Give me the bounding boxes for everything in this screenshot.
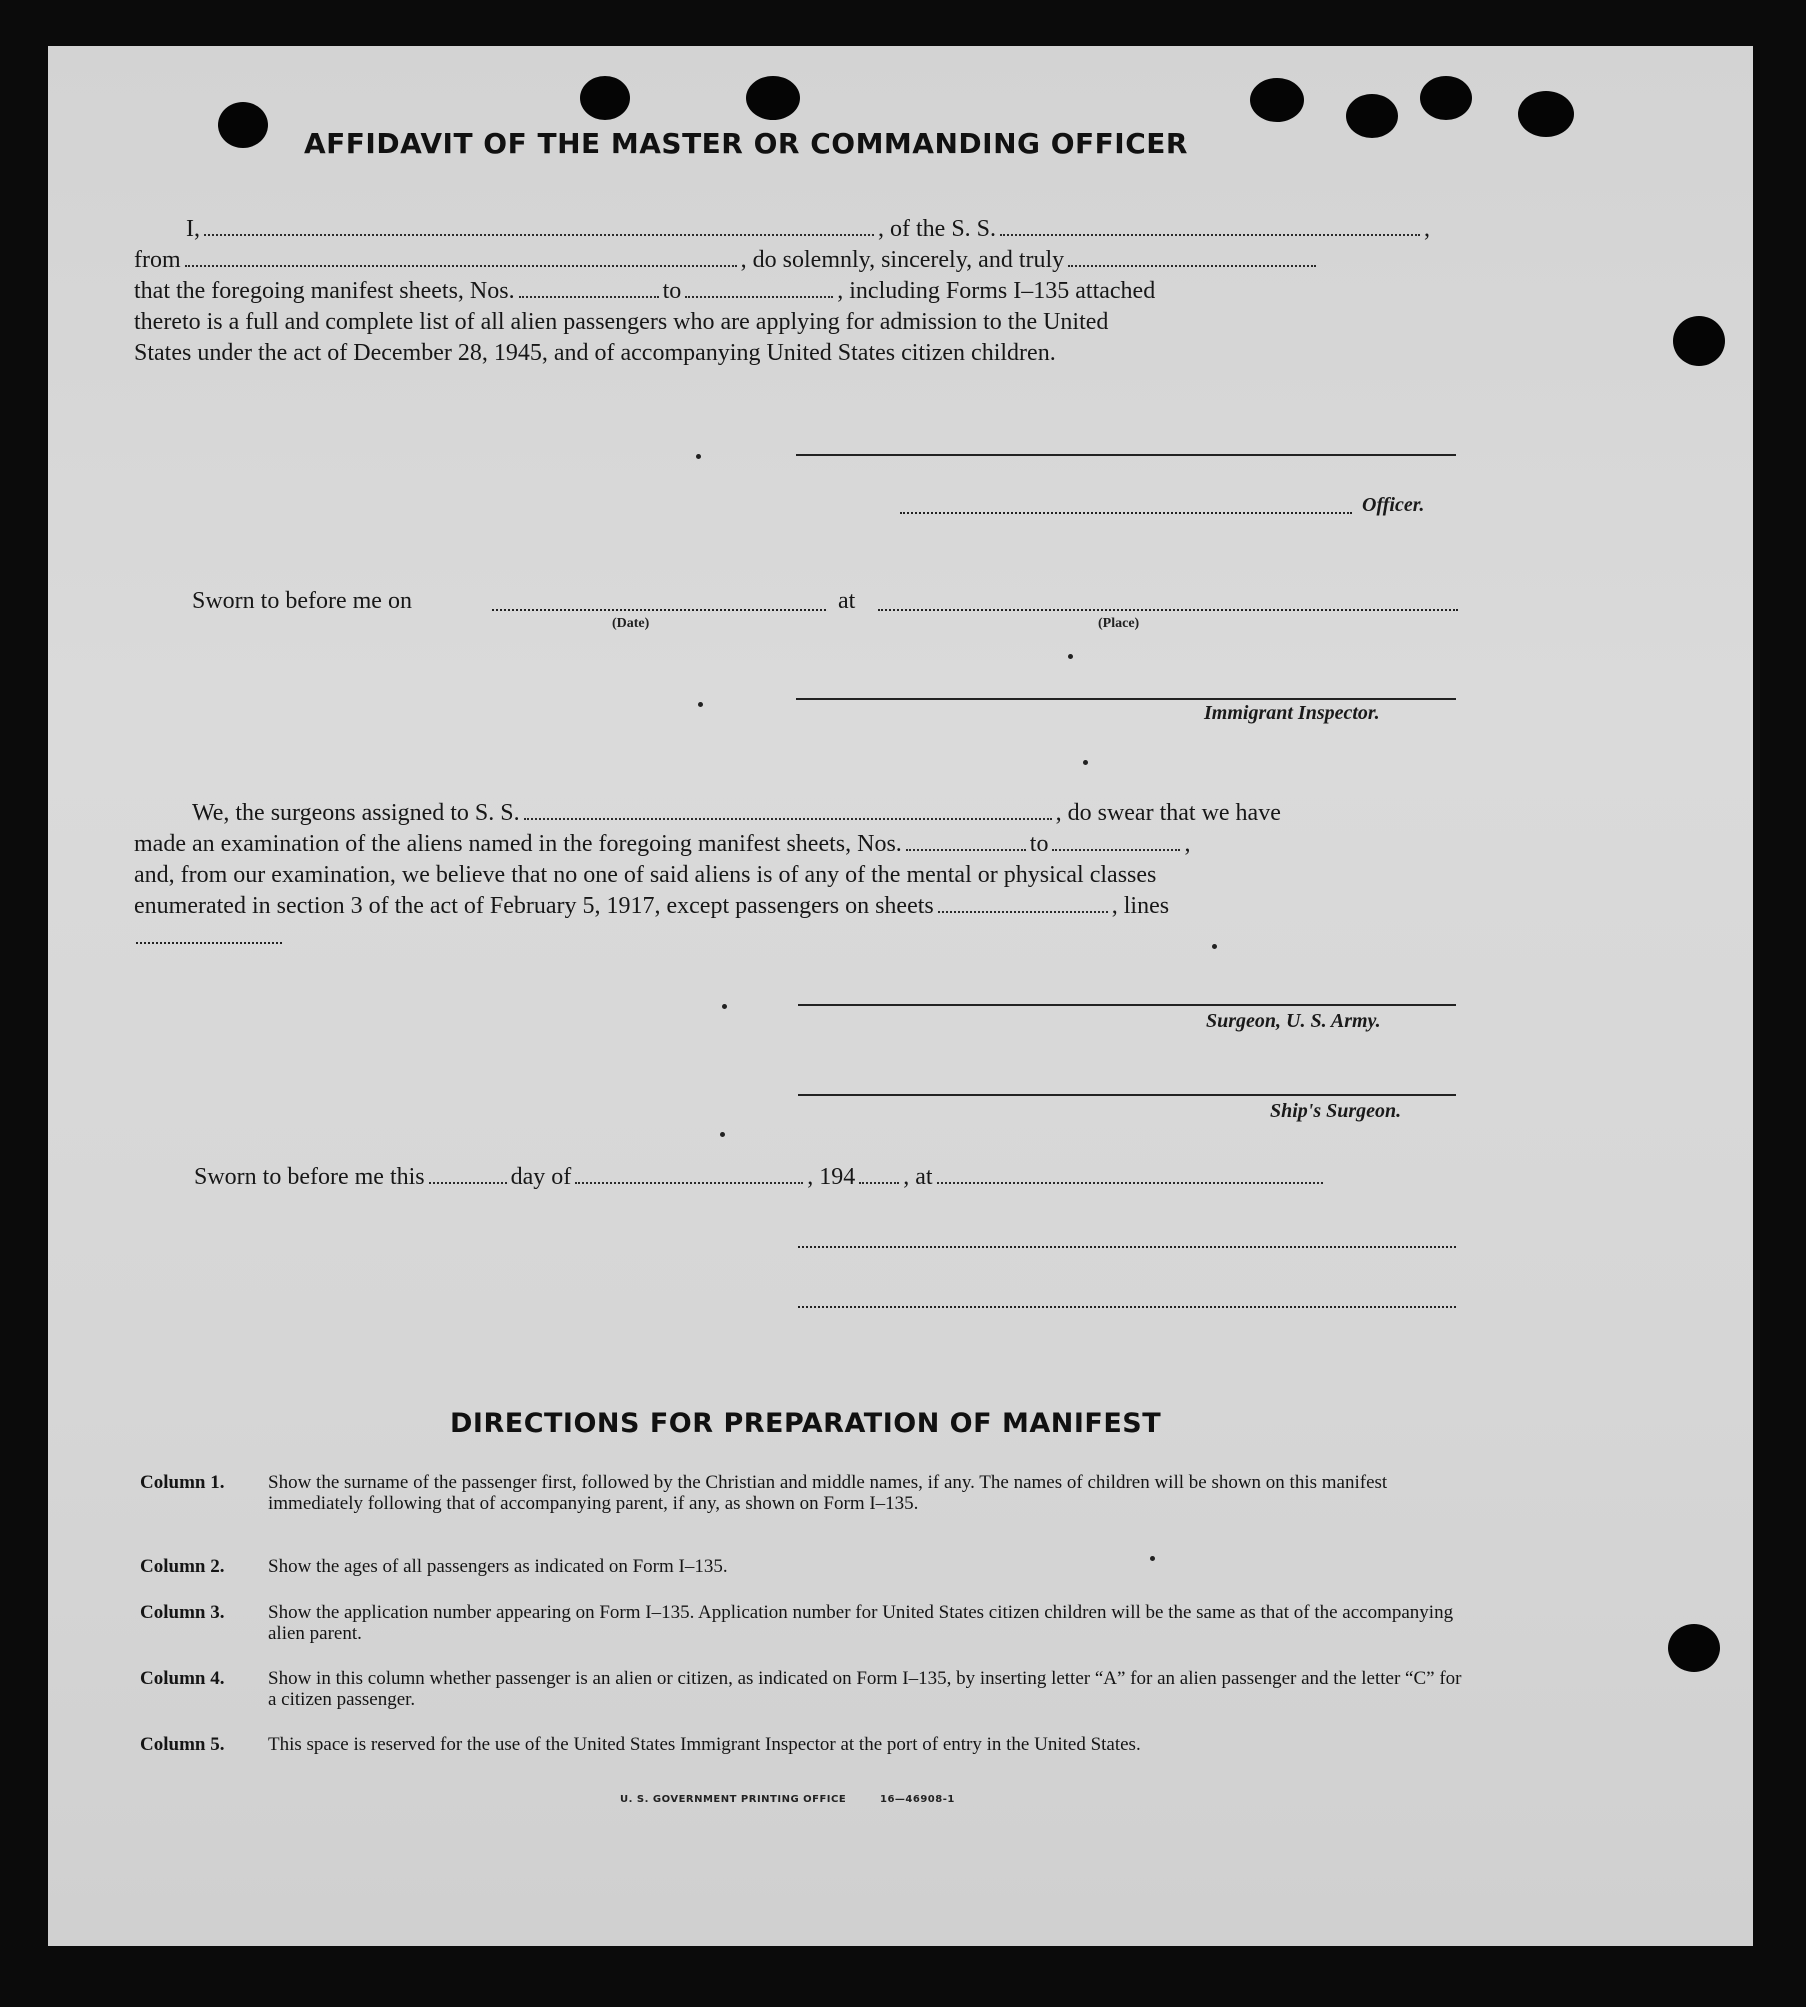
except-lines-field[interactable] — [136, 942, 282, 944]
ship-surgeon-label: Ship's Surgeon. — [1270, 1100, 1402, 1122]
direction-column-label: Column 5. — [140, 1734, 225, 1755]
from-text: from — [134, 247, 181, 273]
direction-text: Show in this column whether passenger is an alien or citizen, as indicated on Form I–135, by inserting letter “A” for an alien passenger and the letter “C” for a citizen passenger. — [268, 1668, 1462, 1710]
punch-hole-decoration — [218, 102, 268, 148]
speck-decoration — [720, 1132, 725, 1137]
affidavit-line-5: States under the act of December 28, 1945, and of accompanying United States citizen children. — [134, 340, 1056, 366]
place-label: (Place) — [1098, 616, 1140, 631]
surgeons-ship-field[interactable] — [524, 800, 1052, 820]
except-sheets-field[interactable] — [938, 893, 1108, 913]
speck-decoration — [1212, 944, 1217, 949]
sworn-place-2-field[interactable] — [937, 1164, 1323, 1184]
direction-text: Show the application number appearing on Form I–135. Application number for United States citizen children will be the same as that of the accompanying alien parent. — [268, 1602, 1454, 1644]
sworn-year-field[interactable] — [859, 1164, 899, 1184]
oath-type-field[interactable] — [1068, 247, 1316, 267]
exam-sheets-from-field[interactable] — [906, 831, 1026, 851]
surgeons-line-2 — [134, 829, 1190, 860]
punch-hole-decoration — [1250, 78, 1304, 122]
surgeons-line-4 — [134, 891, 1169, 922]
direction-column-label: Column 3. — [140, 1602, 225, 1623]
inspector-label: Immigrant Inspector. — [1204, 702, 1380, 724]
including-text: , including Forms I–135 attached — [837, 278, 1156, 304]
form-page — [48, 46, 1753, 1946]
sworn-day-field[interactable] — [429, 1164, 507, 1184]
affidavit-line-3 — [134, 276, 1155, 307]
examination-text: made an examination of the aliens named in the foregoing manifest sheets, Nos. — [134, 831, 902, 857]
direction-text: Show the ages of all passengers as indicated on Form I–135. — [268, 1556, 728, 1577]
ship-name-field[interactable] — [1000, 216, 1420, 236]
affidavit-title: AFFIDAVIT OF THE MASTER OR COMMANDING OFFICER — [304, 127, 1188, 160]
to-text: to — [662, 278, 682, 304]
sworn-at-text: at — [838, 588, 856, 614]
of-ss-text: , of the S. S. — [878, 216, 997, 242]
direction-text: This space is reserved for the use of the United States Immigrant Inspector at the port of entry in the United States. — [268, 1734, 1141, 1755]
surgeons-line-3: and, from our examination, we believe that no one of said aliens is of any of the mental or physical classes — [134, 862, 1157, 888]
sheets-to-field[interactable] — [685, 278, 833, 298]
direction-column-label: Column 4. — [140, 1668, 225, 1689]
exam-to-text: to — [1029, 831, 1049, 857]
punch-hole-decoration — [1420, 76, 1472, 120]
comma-text: , — [1424, 216, 1431, 242]
exam-sheets-to-field[interactable] — [1052, 831, 1180, 851]
inspector-signature-line[interactable] — [796, 698, 1456, 700]
printer-imprint: U. S. GOVERNMENT PRINTING OFFICE — [620, 1794, 847, 1805]
sworn-place-field[interactable] — [878, 609, 1458, 611]
officer-title-line[interactable] — [900, 512, 1352, 514]
exam-comma-text: , — [1184, 831, 1191, 857]
sworn-month-field[interactable] — [575, 1164, 803, 1184]
direction-column-label: Column 1. — [140, 1472, 225, 1493]
sworn-date-field[interactable] — [492, 609, 826, 611]
army-surgeon-signature-line[interactable] — [798, 1004, 1456, 1006]
affidavit-line-2 — [134, 245, 1320, 276]
officer-label: Officer. — [1362, 494, 1425, 516]
ship-surgeon-signature-line[interactable] — [798, 1094, 1456, 1096]
year-text: , 194 — [807, 1164, 856, 1190]
surgeons-assigned-text: We, the surgeons assigned to S. S. — [192, 800, 520, 826]
sworn-at-2-text: , at — [903, 1164, 933, 1190]
from-port-field[interactable] — [185, 247, 737, 267]
sworn-2-title-line[interactable] — [798, 1306, 1456, 1308]
date-label: (Date) — [612, 616, 650, 631]
master-signature-line[interactable] — [796, 454, 1456, 456]
punch-hole-decoration — [580, 76, 630, 120]
punch-hole-decoration — [1673, 316, 1725, 366]
affidavit-i: I, — [186, 216, 200, 242]
sworn-2-line — [194, 1162, 1327, 1193]
sheets-from-field[interactable] — [519, 278, 659, 298]
do-swear-text: , do swear that we have — [1055, 800, 1281, 826]
foregoing-text: that the foregoing manifest sheets, Nos. — [134, 278, 515, 304]
surgeons-line-1 — [192, 798, 1281, 829]
form-number: 16—46908-1 — [880, 1794, 955, 1805]
master-name-field[interactable] — [204, 216, 874, 236]
enumerated-text: enumerated in section 3 of the act of February 5, 1917, except passengers on sheets — [134, 893, 934, 919]
punch-hole-decoration — [1668, 1624, 1720, 1672]
direction-column-label: Column 2. — [140, 1556, 225, 1577]
sworn-date-text: Sworn to before me on — [192, 588, 412, 614]
speck-decoration — [1083, 760, 1088, 765]
affidavit-line-4: thereto is a full and complete list of all alien passengers who are applying for admission to the United — [134, 309, 1109, 335]
punch-hole-decoration — [746, 76, 800, 120]
affidavit-line-1 — [186, 214, 1430, 245]
lines-text: , lines — [1111, 893, 1170, 919]
directions-title: DIRECTIONS FOR PREPARATION OF MANIFEST — [450, 1408, 1162, 1439]
sworn-this-text: Sworn to before me this — [194, 1164, 425, 1190]
direction-text: Show the surname of the passenger first, followed by the Christian and middle names, if any. The names of children will be shown on this manifest immediately following that of accompanying parent, if any, as shown on Form I–135. — [268, 1472, 1388, 1514]
speck-decoration — [698, 702, 703, 707]
day-of-text: day of — [510, 1164, 572, 1190]
solemnly-text: , do solemnly, sincerely, and truly — [740, 247, 1065, 273]
speck-decoration — [1068, 654, 1073, 659]
army-surgeon-label: Surgeon, U. S. Army. — [1206, 1010, 1381, 1032]
speck-decoration — [722, 1004, 727, 1009]
sworn-2-signature-line[interactable] — [798, 1246, 1456, 1248]
punch-hole-decoration — [1346, 94, 1398, 138]
speck-decoration — [696, 454, 701, 459]
punch-hole-decoration — [1518, 91, 1574, 137]
